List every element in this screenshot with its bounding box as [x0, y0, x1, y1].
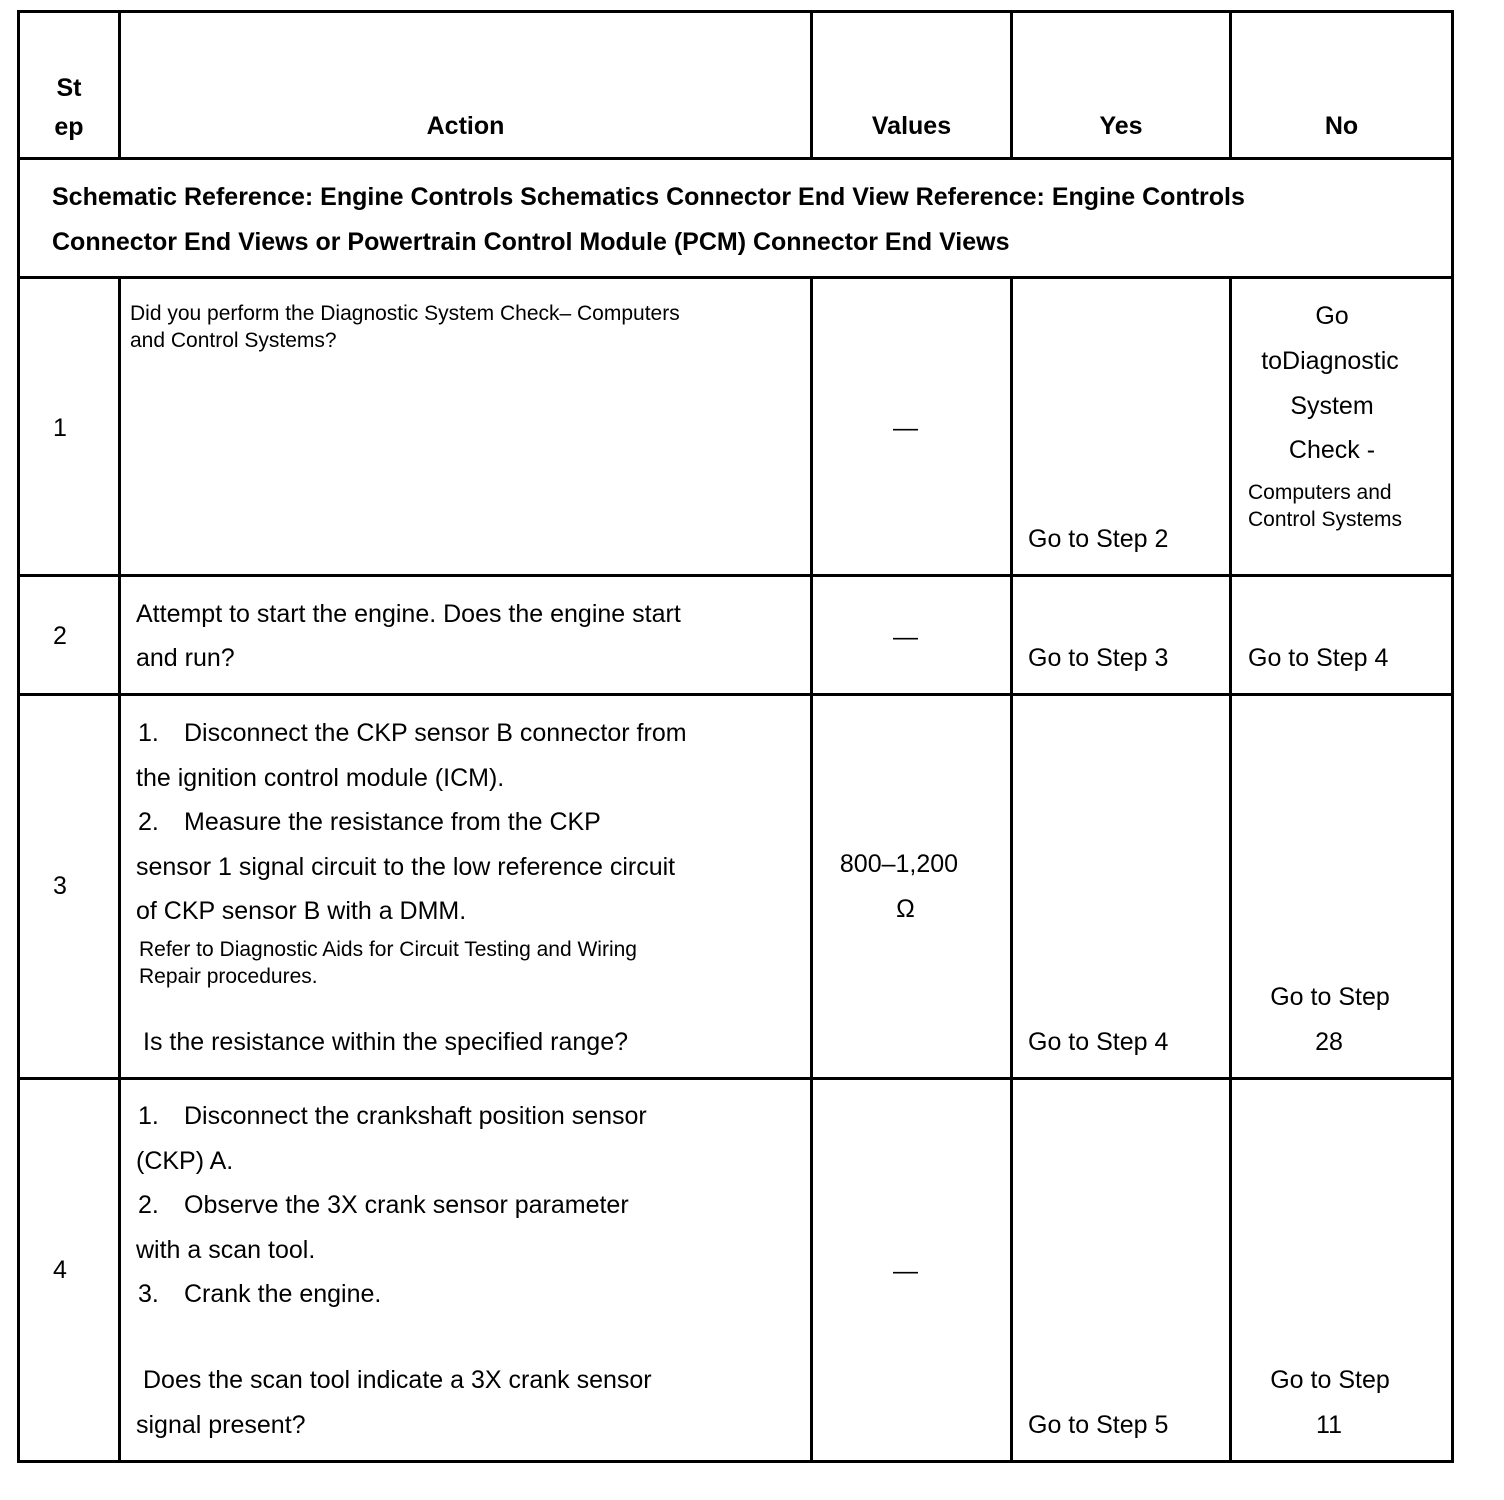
row-divider — [17, 276, 1454, 279]
action-text: Disconnect the CKP sensor B connector from — [184, 719, 687, 747]
action-text: and Control Systems? — [130, 329, 337, 352]
no-text: Go to Step — [1270, 1366, 1390, 1394]
action-text: Disconnect the crankshaft position sensor — [184, 1102, 647, 1130]
value-text: — — [893, 1257, 918, 1285]
action-text: Crank the engine. — [184, 1280, 382, 1308]
table-border-bottom — [17, 1460, 1454, 1463]
value-text: — — [893, 414, 918, 442]
yes-text: Go to Step 2 — [1028, 525, 1169, 553]
action-text: and run? — [136, 644, 235, 672]
action-text: Attempt to start the engine. Does the engine start — [136, 600, 681, 628]
header-yes: Yes — [1099, 112, 1143, 140]
header-action: Action — [426, 112, 505, 140]
row-divider — [17, 574, 1454, 577]
column-divider — [1010, 276, 1013, 1463]
header-step-line1: St — [56, 74, 82, 102]
action-text: Observe the 3X crank sensor parameter — [184, 1191, 629, 1219]
action-text: of CKP sensor B with a DMM. — [136, 897, 467, 925]
header-values: Values — [871, 112, 952, 140]
no-text: Control Systems — [1248, 508, 1403, 531]
no-text: 28 — [1315, 1028, 1343, 1056]
action-text: Did you perform the Diagnostic System Check– Computers — [130, 302, 680, 325]
step-number: 1 — [53, 414, 67, 442]
table-border-top — [17, 10, 1454, 13]
action-question: signal present? — [136, 1411, 306, 1439]
no-text: Check - — [1288, 436, 1376, 464]
no-text: toDiagnostic — [1261, 347, 1399, 375]
step-number: 4 — [53, 1256, 67, 1284]
list-number: 3. — [138, 1280, 159, 1308]
action-question: Does the scan tool indicate a 3X crank sensor — [143, 1366, 652, 1394]
action-text: with a scan tool. — [136, 1236, 316, 1264]
no-text: Go — [1315, 302, 1349, 330]
schematic-reference-line1: Schematic Reference: Engine Controls Schematics Connector End View Reference: Engine Controls — [52, 183, 1245, 211]
no-text: System — [1290, 392, 1374, 420]
value-text: — — [893, 623, 918, 651]
schematic-reference-line2: Connector End Views or Powertrain Control Module (PCM) Connector End Views — [52, 228, 1010, 256]
no-text: Go to Step 4 — [1248, 644, 1389, 672]
action-note: Repair procedures. — [139, 965, 318, 988]
step-number: 3 — [53, 872, 67, 900]
column-divider — [118, 276, 121, 1463]
list-number: 2. — [138, 808, 159, 836]
no-text: 11 — [1316, 1411, 1342, 1439]
action-text: sensor 1 signal circuit to the low reference circuit — [136, 853, 676, 881]
header-step-line2: ep — [54, 113, 84, 141]
list-number: 1. — [138, 1102, 159, 1130]
header-no: No — [1324, 112, 1359, 140]
step-number: 2 — [53, 622, 67, 650]
value-text: Ω — [896, 895, 915, 923]
list-number: 1. — [138, 719, 159, 747]
row-divider — [17, 1077, 1454, 1080]
yes-text: Go to Step 5 — [1028, 1411, 1169, 1439]
action-question: Is the resistance within the specified range? — [143, 1028, 628, 1056]
row-divider — [17, 693, 1454, 696]
value-text: 800–1,200 — [839, 850, 959, 878]
action-text: Measure the resistance from the CKP — [184, 808, 601, 836]
table-border-right — [1451, 10, 1454, 1463]
yes-text: Go to Step 3 — [1028, 644, 1169, 672]
yes-text: Go to Step 4 — [1028, 1028, 1169, 1056]
row-divider — [17, 157, 1454, 160]
list-number: 2. — [138, 1191, 159, 1219]
action-text: the ignition control module (ICM). — [136, 764, 505, 792]
action-note: Refer to Diagnostic Aids for Circuit Testing and Wiring — [139, 938, 637, 961]
no-text: Go to Step — [1270, 983, 1390, 1011]
action-text: (CKP) A. — [136, 1147, 234, 1175]
no-text: Computers and — [1248, 481, 1392, 504]
table-border-left — [17, 10, 20, 1463]
